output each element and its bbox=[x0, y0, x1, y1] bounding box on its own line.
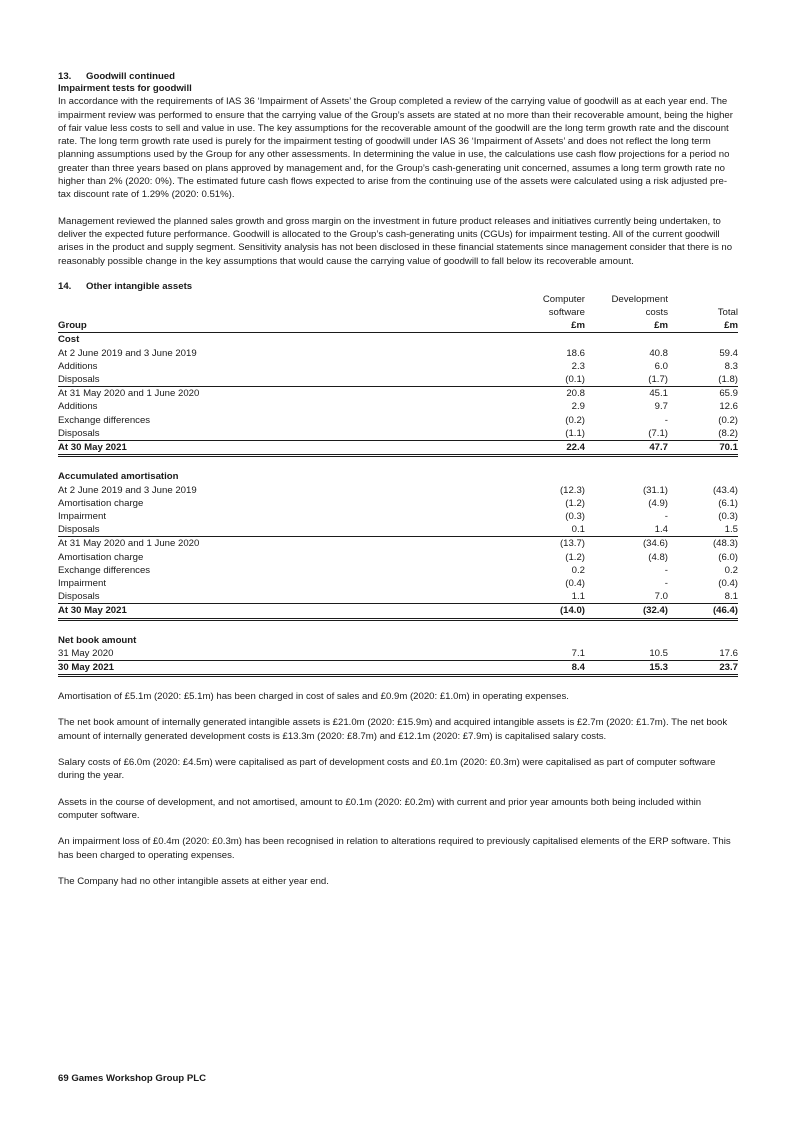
value-cell: 1.5 bbox=[724, 524, 738, 536]
total-row bbox=[58, 660, 738, 675]
value-cell: 1.4 bbox=[654, 524, 668, 536]
value-cell: (8.2) bbox=[718, 427, 738, 439]
section-13-number: 13. bbox=[58, 71, 72, 82]
value-cell: 17.6 bbox=[719, 647, 738, 659]
table-row bbox=[58, 387, 738, 401]
value-cell: (46.4) bbox=[668, 604, 738, 619]
value-cell: 70.1 bbox=[668, 441, 738, 456]
row-label: Disposals bbox=[58, 374, 100, 386]
value-cell: 8.1 bbox=[724, 591, 738, 603]
section-title: Accumulated amortisation bbox=[58, 471, 179, 483]
value-cell: (6.0) bbox=[718, 551, 738, 563]
header-cell: £m bbox=[668, 319, 738, 333]
table-row bbox=[58, 647, 738, 661]
section-title: Cost bbox=[58, 334, 80, 346]
spacer-row bbox=[58, 456, 738, 471]
spacer-row bbox=[58, 619, 738, 634]
row-label: 30 May 2021 bbox=[58, 660, 478, 675]
section-13-paragraph-1: In accordance with the requirements of IAS 36 ‘Impairment of Assets’ the Group completed a review of the carrying value of goodwill as at each year end. The impairment review was performed to ensure that the carrying value of the Group’s assets are stated at no more than their recoverable amount, being the higher of fair value less costs to sell and value in use. The key assumptions for the recoverable amount of the goodwill are the long term growth rate and the discount rate. The long term growth rate used is purely for the impairment testing of goodwill under IAS 36 ‘Impairment of Assets’ and does not reflect the long term planning assumptions used by the Group for any other assessments. In determining the value in use, the calculations use cash flow projections for a period no greater than three years based on plans approved by management and, for the Group’s cash-generating unit concerned, assumes a long term growth rate no higher than 2% (2020: 0%). The estimated future cash flows expected to arise from the continuing use of the assets were calculated using a risk adjusted pre-tax discount rate of 1.29% (2020: 0.51%). bbox=[58, 96, 733, 201]
row-label: At 31 May 2020 and 1 June 2020 bbox=[58, 537, 478, 551]
value-cell: 0.2 bbox=[571, 564, 585, 576]
table-header-row bbox=[58, 306, 738, 319]
table-row bbox=[58, 360, 738, 373]
table-row bbox=[58, 497, 738, 510]
value-cell: (1.1) bbox=[565, 427, 585, 439]
table-row bbox=[58, 373, 738, 387]
value-cell: (1.8) bbox=[718, 374, 738, 386]
note-paragraph: The net book amount of internally generated intangible assets is £21.0m (2020: £15.9m) and acquired intangible assets is £2.7m (2020: £1.7m). The net book amount of internally generated development costs is £13.3m (2020: £8.7m) and £12.1m (2020: £7.9m) is capitalised salary costs. bbox=[58, 717, 728, 742]
value-cell: (32.4) bbox=[585, 604, 668, 619]
row-label: Additions bbox=[58, 401, 98, 413]
table-row bbox=[58, 590, 738, 604]
table-row bbox=[58, 564, 738, 577]
header-cell: software bbox=[548, 307, 585, 319]
value-cell: (0.4) bbox=[718, 577, 738, 589]
value-cell: (7.1) bbox=[648, 427, 668, 439]
row-label: Disposals bbox=[58, 591, 100, 603]
value-cell: 59.4 bbox=[719, 347, 738, 359]
header-cell: £m bbox=[585, 319, 668, 333]
value-cell: (0.2) bbox=[718, 414, 738, 426]
header-cell: £m bbox=[478, 319, 585, 333]
value-cell: (0.1) bbox=[565, 374, 585, 386]
value-cell: (43.4) bbox=[712, 484, 738, 496]
table-header-row bbox=[58, 293, 738, 306]
table-row bbox=[58, 414, 738, 427]
value-cell: (12.3) bbox=[559, 484, 585, 496]
value-cell: (0.3) bbox=[565, 510, 585, 522]
value-cell: (31.1) bbox=[642, 484, 668, 496]
header-cell: costs bbox=[645, 307, 668, 319]
total-row bbox=[58, 441, 738, 456]
table-row bbox=[58, 484, 738, 497]
header-cell: Computer bbox=[542, 293, 585, 305]
value-cell: (0.4) bbox=[565, 577, 585, 589]
table-header-row bbox=[58, 319, 738, 333]
value-cell: 47.7 bbox=[585, 441, 668, 456]
group-label: Group bbox=[58, 319, 478, 333]
amortisation-title-row bbox=[58, 470, 738, 483]
value-cell: 0.1 bbox=[571, 524, 585, 536]
value-cell: 8.3 bbox=[724, 360, 738, 372]
value-cell: (4.8) bbox=[648, 551, 668, 563]
value-cell: 8.4 bbox=[478, 660, 585, 675]
section-14-number: 14. bbox=[58, 280, 72, 292]
row-label: Impairment bbox=[58, 510, 106, 522]
table-row bbox=[58, 537, 738, 551]
value-cell: 9.7 bbox=[654, 401, 668, 413]
value-cell: 65.9 bbox=[668, 387, 738, 401]
row-label: Disposals bbox=[58, 427, 100, 439]
row-label: Exchange differences bbox=[58, 564, 151, 576]
value-cell: (0.3) bbox=[718, 510, 738, 522]
value-cell: 20.8 bbox=[478, 387, 585, 401]
row-label: Disposals bbox=[58, 524, 100, 536]
value-cell: (0.2) bbox=[565, 414, 585, 426]
note-paragraph: An impairment loss of £0.4m (2020: £0.3m) has been recognised in relation to alterations required to previously capitalised elements of the ERP software. This has been charged to operating expenses. bbox=[58, 836, 731, 861]
value-cell: - bbox=[664, 577, 668, 589]
value-cell: 22.4 bbox=[478, 441, 585, 456]
row-label: Exchange differences bbox=[58, 414, 151, 426]
value-cell: - bbox=[664, 414, 668, 426]
row-label: Amortisation charge bbox=[58, 551, 144, 563]
value-cell: (4.9) bbox=[648, 497, 668, 509]
row-label: At 2 June 2019 and 3 June 2019 bbox=[58, 484, 197, 496]
section-14-title: Other intangible assets bbox=[86, 280, 193, 292]
section-13-subtitle: Impairment tests for goodwill bbox=[58, 83, 192, 94]
value-cell: 7.1 bbox=[571, 647, 585, 659]
net-book-title-row bbox=[58, 634, 738, 647]
section-13-paragraph-2: Management reviewed the planned sales growth and gross margin on the investment in future product releases and initiatives currently being undertaken, to deliver the expected future performance. Goodwill is allocated to the Group’s cash-generating units (CGUs) for impairment testing. All of the current goodwill arises in the product and supply segment. Sensitivity analysis has not been disclosed in these financial statements since management consider that there is no reasonably possible change in the key assumptions that would cause the carrying value of goodwill to fall below its recoverable amount. bbox=[58, 215, 733, 267]
notes bbox=[58, 690, 738, 888]
value-cell: (6.1) bbox=[718, 497, 738, 509]
note-paragraph: The Company had no other intangible assets at either year end. bbox=[58, 875, 329, 887]
header-cell: Total bbox=[717, 307, 738, 319]
section-14-heading bbox=[58, 281, 738, 292]
note-paragraph: Amortisation of £5.1m (2020: £5.1m) has been charged in cost of sales and £0.9m (2020: £1.0m) in operating expenses. bbox=[58, 691, 569, 703]
row-label: At 30 May 2021 bbox=[58, 604, 478, 619]
row-label: At 30 May 2021 bbox=[58, 441, 478, 456]
note-paragraph: Salary costs of £6.0m (2020: £4.5m) were capitalised as part of development costs and £0.1m (2020: £0.3m) were capitalised as part of computer software during the year. bbox=[58, 757, 716, 782]
value-cell: 7.0 bbox=[654, 591, 668, 603]
value-cell: (34.6) bbox=[585, 537, 668, 551]
row-label: Impairment bbox=[58, 577, 106, 589]
value-cell: 18.6 bbox=[566, 347, 585, 359]
total-row bbox=[58, 604, 738, 619]
value-cell: 0.2 bbox=[724, 564, 738, 576]
intangible-assets-table bbox=[58, 293, 738, 677]
value-cell: (13.7) bbox=[478, 537, 585, 551]
cost-title-row bbox=[58, 333, 738, 347]
value-cell: (1.2) bbox=[565, 497, 585, 509]
table-row bbox=[58, 523, 738, 537]
value-cell: - bbox=[664, 564, 668, 576]
row-label: 31 May 2020 bbox=[58, 647, 114, 659]
value-cell: (48.3) bbox=[668, 537, 738, 551]
section-13-heading bbox=[58, 71, 738, 82]
value-cell: 12.6 bbox=[719, 401, 738, 413]
table-row bbox=[58, 577, 738, 590]
header-cell bbox=[668, 293, 738, 306]
page-content bbox=[58, 71, 738, 888]
table-row bbox=[58, 510, 738, 523]
value-cell: 1.1 bbox=[571, 591, 585, 603]
value-cell: - bbox=[664, 510, 668, 522]
value-cell: 2.9 bbox=[571, 401, 585, 413]
value-cell: 15.3 bbox=[585, 660, 668, 675]
value-cell: 23.7 bbox=[668, 660, 738, 675]
header-cell: Development bbox=[611, 293, 668, 305]
table-row bbox=[58, 427, 738, 441]
value-cell: 45.1 bbox=[585, 387, 668, 401]
note-paragraph: Assets in the course of development, and not amortised, amount to £0.1m (2020: £0.2m) with current and prior year amounts both being included within computer software. bbox=[58, 796, 702, 821]
value-cell: (14.0) bbox=[478, 604, 585, 619]
row-label: At 31 May 2020 and 1 June 2020 bbox=[58, 387, 478, 401]
value-cell: 40.8 bbox=[649, 347, 668, 359]
row-label: Amortisation charge bbox=[58, 497, 144, 509]
table-row bbox=[58, 347, 738, 360]
value-cell: 6.0 bbox=[654, 360, 668, 372]
section-13-title: Goodwill continued bbox=[86, 71, 175, 82]
value-cell: (1.7) bbox=[648, 374, 668, 386]
row-label: Additions bbox=[58, 360, 98, 372]
table-row bbox=[58, 400, 738, 413]
value-cell: 10.5 bbox=[649, 647, 668, 659]
row-label: At 2 June 2019 and 3 June 2019 bbox=[58, 347, 197, 359]
page-footer: 69 Games Workshop Group PLC bbox=[58, 1073, 207, 1084]
section-title: Net book amount bbox=[58, 634, 137, 646]
table-row bbox=[58, 551, 738, 564]
value-cell: (1.2) bbox=[565, 551, 585, 563]
value-cell: 2.3 bbox=[571, 360, 585, 372]
